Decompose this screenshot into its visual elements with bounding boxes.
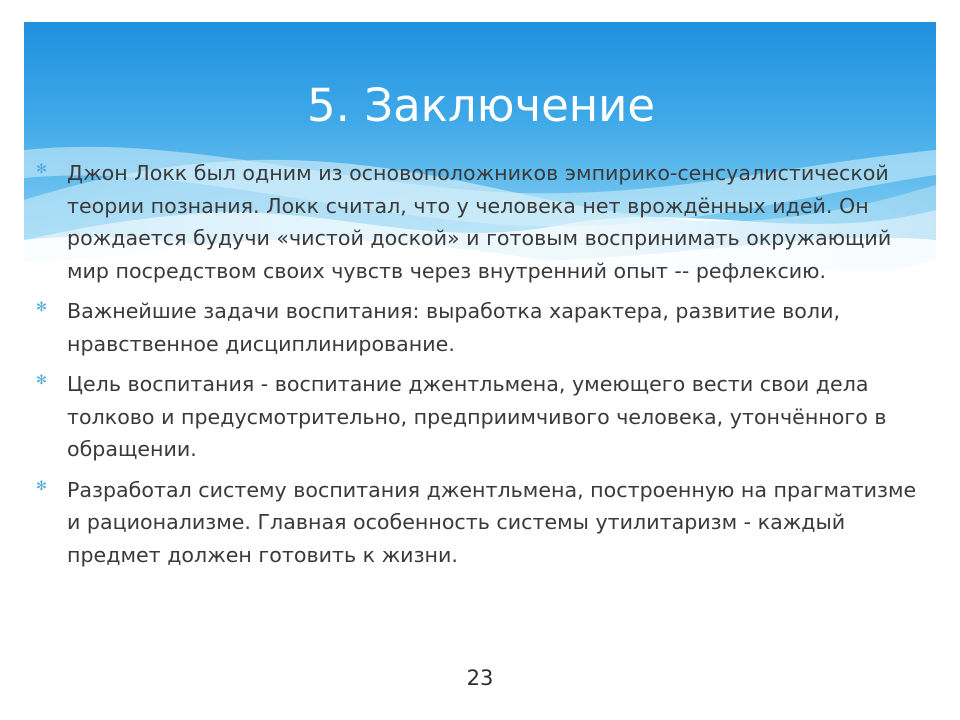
list-item (36, 295, 926, 360)
list-item (36, 368, 926, 466)
bullet-text: Важнейшие задачи воспитания: выработка характера, развитие воли, нравственное дисциплинирование. (67, 299, 840, 356)
slide-title: 5. Заключение (307, 79, 656, 132)
asterisk-icon: ✻ (36, 373, 47, 388)
list-item (36, 157, 926, 287)
asterisk-icon: ✻ (36, 162, 47, 177)
bullet-text: Цель воспитания - воспитание джентльмена, умеющего вести свои дела толково и предусмотрительно, предприимчивого человека, утончённого в обращении. (67, 372, 887, 461)
asterisk-icon: ✻ (36, 300, 47, 315)
bullet-text: Джон Локк был одним из основоположников эмпирико-сенсуалистической теории познания. Локк считал, что у человека нет врождённых идей. Он рождается будучи «чистой доской» и готовым воспринимать окружающий мир посредством своих чувств через внутренний опыт -- рефлексию. (67, 161, 892, 283)
asterisk-icon: ✻ (36, 478, 47, 494)
bullet-list (36, 157, 926, 579)
page-number: 23 (466, 666, 494, 690)
bullet-text: Разработал систему воспитания джентльмена, построенную на прагматизме и рационализме. Главная особенность системы утилитаризм - каждый предмет должен готовить к жизни. (67, 477, 917, 567)
list-item (36, 474, 926, 572)
